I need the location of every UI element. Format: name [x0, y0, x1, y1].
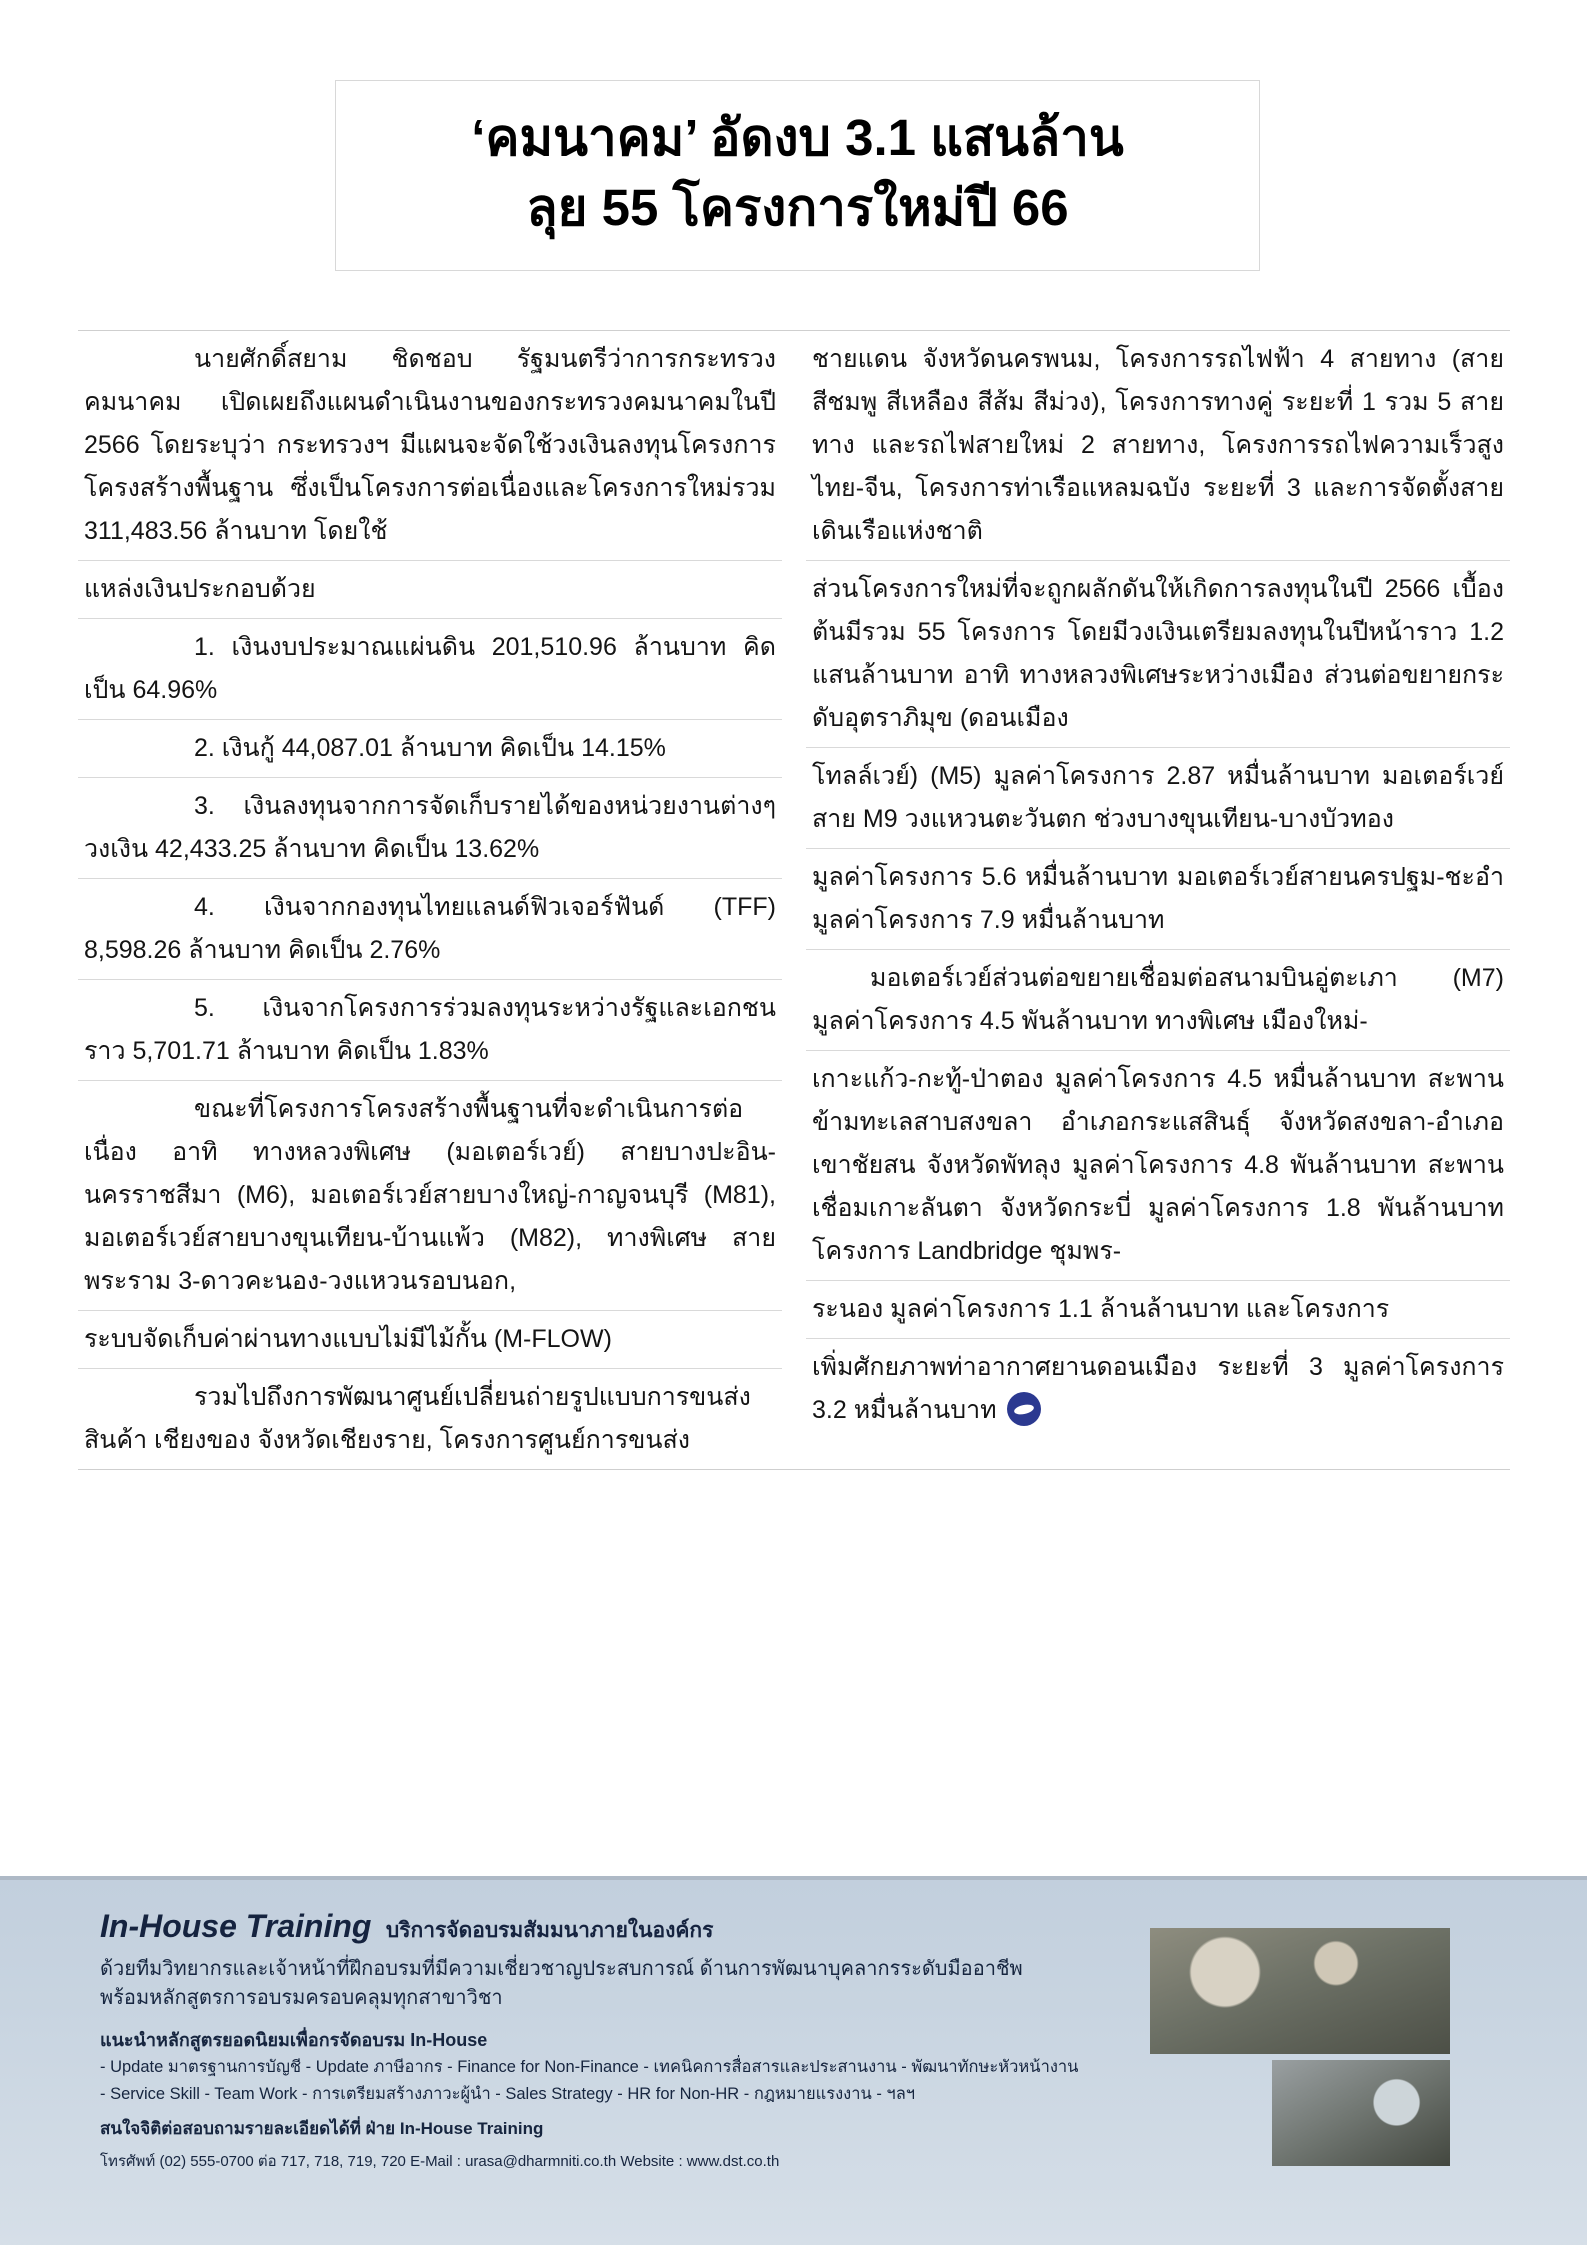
- paragraph: นายศักดิ์สยาม ชิดชอบ รัฐมนตรีว่าการกระทรวงคมนาคม เปิดเผยถึงแผนดําเนินงานของกระทรวงคมนาคมในปี 2566 โดยระบุว่า กระทรวงฯ มีแผนจะจัดใช้วงเงินลงทุนโครงการโครงสร้างพื้นฐาน ซึ่งเป็นโครงการต่อเนื่องและโครงการใหม่รวม 311,483.56 ล้านบาท โดยใช้: [78, 331, 782, 561]
- paragraph: แหล่งเงินประกอบด้วย: [78, 561, 782, 619]
- article-body: [78, 330, 1510, 1470]
- headline-box: [335, 80, 1260, 271]
- paragraph: ระบบจัดเก็บค่าผ่านทางแบบไม่มีไม้กั้น (M-FLOW): [78, 1311, 782, 1369]
- headline-line-1: ‘คมนาคม’ อัดงบ 3.1 แสนล้าน: [471, 109, 1124, 166]
- article-right-column: [806, 331, 1510, 1469]
- advert-course-heading: แนะนําหลักสูตรยอดนิยมเพื่อกรจัดอบรม In-House: [100, 2030, 488, 2050]
- paragraph: 1. เงินงบประมาณแผ่นดิน 201,510.96 ล้านบาท คิดเป็น 64.96%: [78, 619, 782, 720]
- paragraph: มูลค่าโครงการ 5.6 หมื่นล้านบาท มอเตอร์เวย์สายนครปฐม-ชะอํา มูลค่าโครงการ 7.9 หมื่นล้านบาท: [806, 849, 1510, 950]
- advert-course-line-2: - Service Skill - Team Work - การเตรียมสร้างภาวะผู้นํา - Sales Strategy - HR for Non-HR - กฎหมายแรงงาน - ฯลฯ: [100, 2084, 916, 2103]
- paragraph: ส่วนโครงการใหม่ที่จะถูกผลักดันให้เกิดการลงทุนในปี 2566 เบื้องต้นมีรวม 55 โครงการ โดยมีวงเงินเตรียมลงทุนในปีหน้าราว 1.2 แสนล้านบาท อาทิ ทางหลวงพิเศษระหว่างเมือง ส่วนต่อขยายกระดับอุตราภิมุข (ดอนเมือง: [806, 561, 1510, 748]
- paragraph: 2. เงินกู้ 44,087.01 ล้านบาท คิดเป็น 14.15%: [78, 720, 782, 778]
- paragraph: ขณะที่โครงการโครงสร้างพื้นฐานที่จะดําเนินการต่อเนื่อง อาทิ ทางหลวงพิเศษ (มอเตอร์เวย์) สายบางปะอิน-นครราชสีมา (M6), มอเตอร์เวย์สายบางใหญ่-กาญจนบุรี (M81), มอเตอร์เวย์สายบางขุนเทียน-บ้านแพ้ว (M82), ทางพิเศษ สายพระราม 3-ดาวคะนอง-วงแหวนรอบนอก,: [78, 1081, 782, 1311]
- paragraph: โทลล์เวย์) (M5) มูลค่าโครงการ 2.87 หมื่นล้านบาท มอเตอร์เวย์สาย M9 วงแหวนตะวันตก ช่วงบางขุนเทียน-บางบัวทอง: [806, 748, 1510, 849]
- article-left-column: [78, 331, 782, 1469]
- paragraph: รวมไปถึงการพัฒนาศูนย์เปลี่ยนถ่ายรูปแบบการขนส่งสินค้า เชียงของ จังหวัดเชียงราย, โครงการศูนย์การขนส่ง: [78, 1369, 782, 1469]
- paragraph: เกาะแก้ว-กะทู้-ป่าตอง มูลค่าโครงการ 4.5 หมื่นล้านบาท สะพานข้ามทะเลสาบสงขลา อําเภอกระแสสินธุ์ จังหวัดสงขลา-อําเภอเขาชัยสน จังหวัดพัทลุง มูลค่าโครงการ 4.8 พันล้านบาท สะพานเชื่อมเกาะลันตา จังหวัดกระบี่ มูลค่าโครงการ 1.8 พันล้านบาท โครงการ Landbridge ชุมพร-: [806, 1051, 1510, 1281]
- headline-line-2: ลุย 55 โครงการใหม่ปี 66: [526, 179, 1069, 237]
- advert-title: In-House Training: [100, 1908, 372, 1944]
- advert-course-line-1: - Update มาตรฐานการบัญชี - Update ภาษีอากร - Finance for Non-Finance - เทคนิคการสื่อสารและประสานงาน - พัฒนาทักษะหัวหน้างาน: [100, 2058, 1079, 2076]
- paragraph: 4. เงินจากกองทุนไทยแลนด์ฟิวเจอร์ฟันด์ (TFF) 8,598.26 ล้านบาท คิดเป็น 2.76%: [78, 879, 782, 980]
- end-mark-icon: [1007, 1392, 1041, 1426]
- training-photo-1: [1150, 1928, 1450, 2054]
- paragraph: ระนอง มูลค่าโครงการ 1.1 ล้านล้านบาท และโครงการ: [806, 1281, 1510, 1339]
- advert-call-to-action: สนใจจิติต่อสอบถามรายละเอียดได้ที่ ฝ่าย In-House Training: [100, 2119, 544, 2139]
- advert-contact-info[interactable]: โทรศัพท์ (02) 555-0700 ต่อ 717, 718, 719, 720 E-Mail : urasa@dharmniti.co.th Website : www.dst.co.th: [100, 2153, 780, 2171]
- advert-line-1: ด้วยทีมวิทยากรและเจ้าหน้าที่ฝึกอบรมที่มีความเชี่ยวชาญประสบการณ์ ด้านการพัฒนาบุคลากรระดับมืออาชีพ: [100, 1958, 1023, 1980]
- paragraph-final: [806, 1339, 1510, 1439]
- paragraph: 3. เงินลงทุนจากการจัดเก็บรายได้ของหน่วยงานต่างๆ วงเงิน 42,433.25 ล้านบาท คิดเป็น 13.62%: [78, 778, 782, 879]
- advert-subtitle: บริการจัดอบรมสัมมนาภายในองค์กร: [385, 1919, 714, 1942]
- paragraph: มอเตอร์เวย์ส่วนต่อขยายเชื่อมต่อสนามบินอู่ตะเภา (M7) มูลค่าโครงการ 4.5 พันล้านบาท ทางพิเศษ เมืองใหม่-: [806, 950, 1510, 1051]
- paragraph-text: เพิ่มศักยภาพท่าอากาศยานดอนเมือง ระยะที่ 3 มูลค่าโครงการ 3.2 หมื่นล้านบาท: [812, 1353, 1504, 1424]
- training-photo-2: [1272, 2060, 1450, 2166]
- advert-line-2: พร้อมหลักสูตรการอบรมครอบคลุมทุกสาขาวิชา: [100, 1987, 503, 2009]
- advert-banner: [0, 1880, 1587, 2245]
- paragraph: ชายแดน จังหวัดนครพนม, โครงการรถไฟฟ้า 4 สายทาง (สายสีชมพู สีเหลือง สีส้ม สีม่วง), โครงการทางคู่ ระยะที่ 1 รวม 5 สายทาง และรถไฟสายใหม่ 2 สายทาง, โครงการรถไฟความเร็วสูง ไทย-จีน, โครงการท่าเรือแหลมฉบัง ระยะที่ 3 และการจัดตั้งสายเดินเรือแห่งชาติ: [806, 331, 1510, 561]
- advert-text-block: [100, 1908, 1160, 2173]
- paragraph: 5. เงินจากโครงการร่วมลงทุนระหว่างรัฐและเอกชน ราว 5,701.71 ล้านบาท คิดเป็น 1.83%: [78, 980, 782, 1081]
